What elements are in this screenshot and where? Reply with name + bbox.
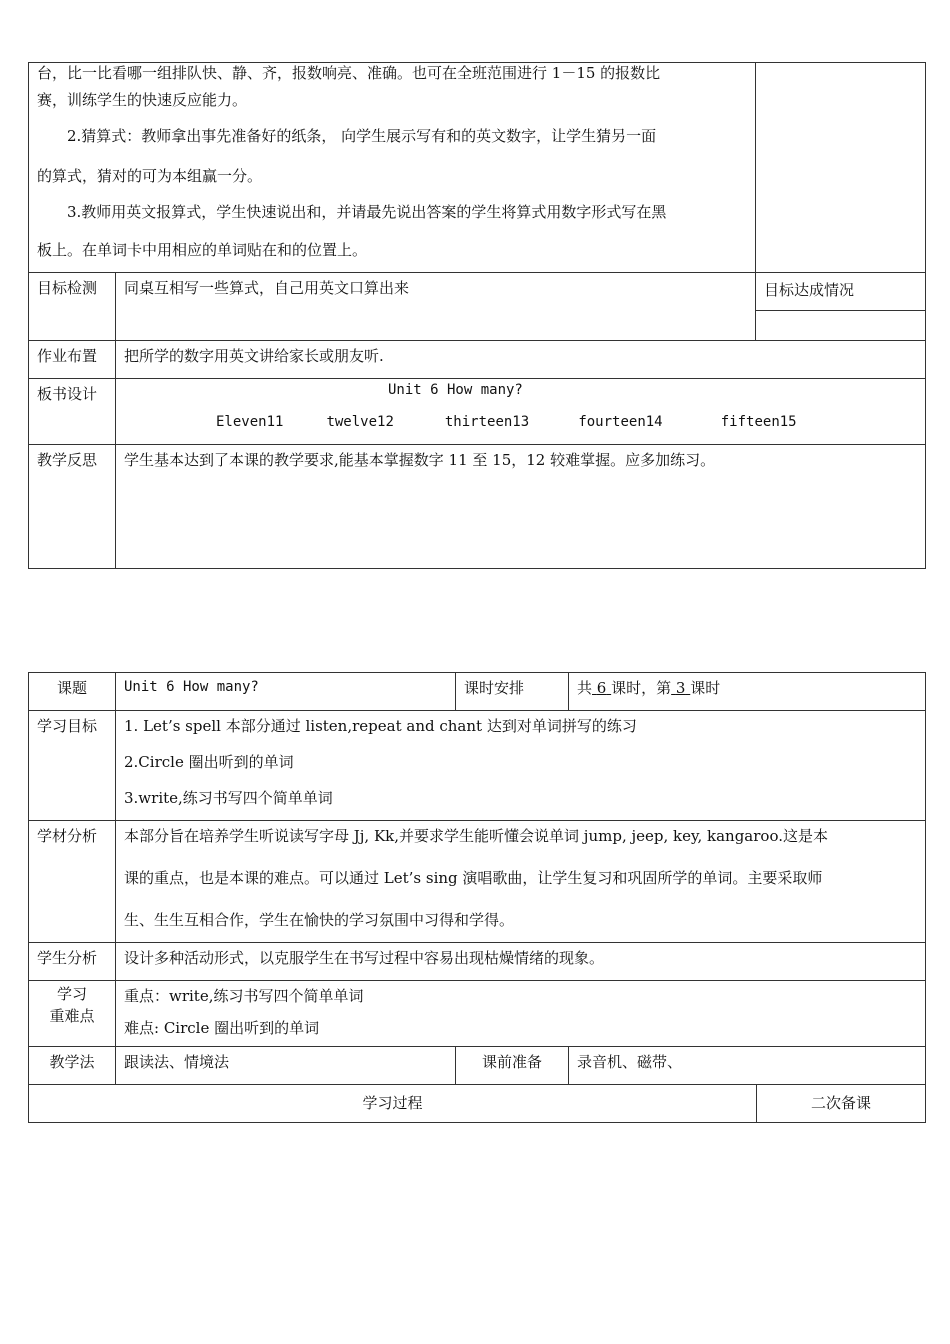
board-word: twelve12	[326, 414, 394, 430]
schedule-total	[592, 679, 611, 697]
schedule-total-number: 6	[596, 679, 607, 697]
board-word: thirteen13	[444, 414, 530, 430]
target-achievement-cell	[756, 311, 926, 341]
activity-cell	[29, 63, 756, 273]
reflection-content: 学生基本达到了本课的教学要求,能基本掌握数字 11 至 15，12 较难掌握。应多加练习。	[116, 445, 926, 569]
second-prep-label: 二次备课	[757, 1085, 926, 1123]
activity-line: 赛，训练学生的快速反应能力。	[37, 91, 248, 109]
board-word: Eleven11	[216, 414, 284, 430]
board-design-label: 板书设计	[29, 379, 116, 445]
schedule-label: 课时安排	[456, 673, 569, 711]
side-notes-cell	[756, 63, 926, 273]
goal-item: 2.Circle 圈出听到的单词	[124, 753, 294, 771]
material-label: 学材分析	[29, 821, 116, 943]
prep-label: 课前准备	[456, 1047, 569, 1085]
student-analysis-label: 学生分析	[29, 943, 116, 981]
schedule-value	[569, 673, 926, 711]
material-line: 生、生生互相合作，学生在愉快的学习氛围中习得和学得。	[124, 911, 515, 929]
key-points-label-line: 重难点	[49, 1007, 95, 1025]
activity-item-2: 2.猜算式：教师拿出事先准备好的纸条， 向学生展示写有和的英文数字，让学生猜另一面	[67, 127, 657, 145]
key-point: 重点：write,练习书写四个简单单词	[124, 987, 364, 1005]
process-label: 学习过程	[29, 1085, 757, 1123]
method-value: 跟读法、情境法	[116, 1047, 456, 1085]
reflection-label: 教学反思	[29, 445, 116, 569]
homework-content: 把所学的数字用英文讲给家长或朋友听.	[116, 341, 926, 379]
key-points-label	[29, 981, 116, 1047]
student-analysis-content: 设计多种活动形式，以克服学生在书写过程中容易出现枯燥情绪的现象。	[116, 943, 926, 981]
goal-item: 1. Let’s spell 本部分通过 listen,repeat and chant 达到对单词拼写的练习	[124, 717, 637, 735]
activity-item-3-cont: 板上。在单词卡中用相应的单词贴在和的位置上。	[37, 241, 368, 259]
board-design-content	[116, 379, 926, 445]
activity-line: 台，比一比看哪一组排队快、静、齐，报数响亮、准确。也可在全班范围进行 1－15 的报数比	[37, 64, 661, 82]
prep-value: 录音机、磁带、	[569, 1047, 926, 1085]
goal-item: 3.write,练习书写四个简单单词	[124, 789, 333, 807]
schedule-prefix: 共	[577, 679, 593, 697]
difficult-point: 难点: Circle 圈出听到的单词	[124, 1019, 320, 1037]
goals-content	[116, 711, 926, 821]
material-content	[116, 821, 926, 943]
topic-label: 课题	[29, 673, 116, 711]
goals-label: 学习目标	[29, 711, 116, 821]
method-label: 教学法	[29, 1047, 116, 1085]
target-check-content: 同桌互相写一些算式，自己用英文口算出来	[116, 273, 756, 341]
board-word: fourteen14	[578, 414, 663, 430]
key-points-content	[116, 981, 926, 1047]
homework-label: 作业布置	[29, 341, 116, 379]
schedule-current-number: 3	[675, 679, 686, 697]
activity-item-2-cont: 的算式，猜对的可为本组赢一分。	[37, 167, 263, 185]
key-points-label-line: 学习	[56, 985, 87, 1003]
schedule-current	[671, 679, 690, 697]
lesson-table-continued	[28, 62, 926, 569]
target-achievement-label: 目标达成情况	[756, 273, 926, 311]
material-line: 本部分旨在培养学生听说读写字母 Jj, Kk,并要求学生能听懂会说单词 jump, jeep, key, kangaroo.这是本	[124, 827, 828, 845]
topic-value: Unit 6 How many?	[116, 673, 456, 711]
board-title: Unit 6 How many?	[388, 382, 523, 398]
activity-item-3: 3.教师用英文报算式，学生快速说出和，并请最先说出答案的学生将算式用数字形式写在黑	[67, 203, 667, 221]
target-check-label: 目标检测	[29, 273, 116, 341]
schedule-suffix: 课时	[690, 679, 721, 697]
board-word: fifteen15	[720, 414, 797, 430]
board-words	[216, 414, 797, 430]
lesson-table	[28, 672, 926, 1123]
material-line: 课的重点，也是本课的难点。可以通过 Let’s sing 演唱歌曲，让学生复习和巩固所学的单词。主要采取师	[124, 869, 823, 887]
schedule-mid: 课时，第	[611, 679, 672, 697]
